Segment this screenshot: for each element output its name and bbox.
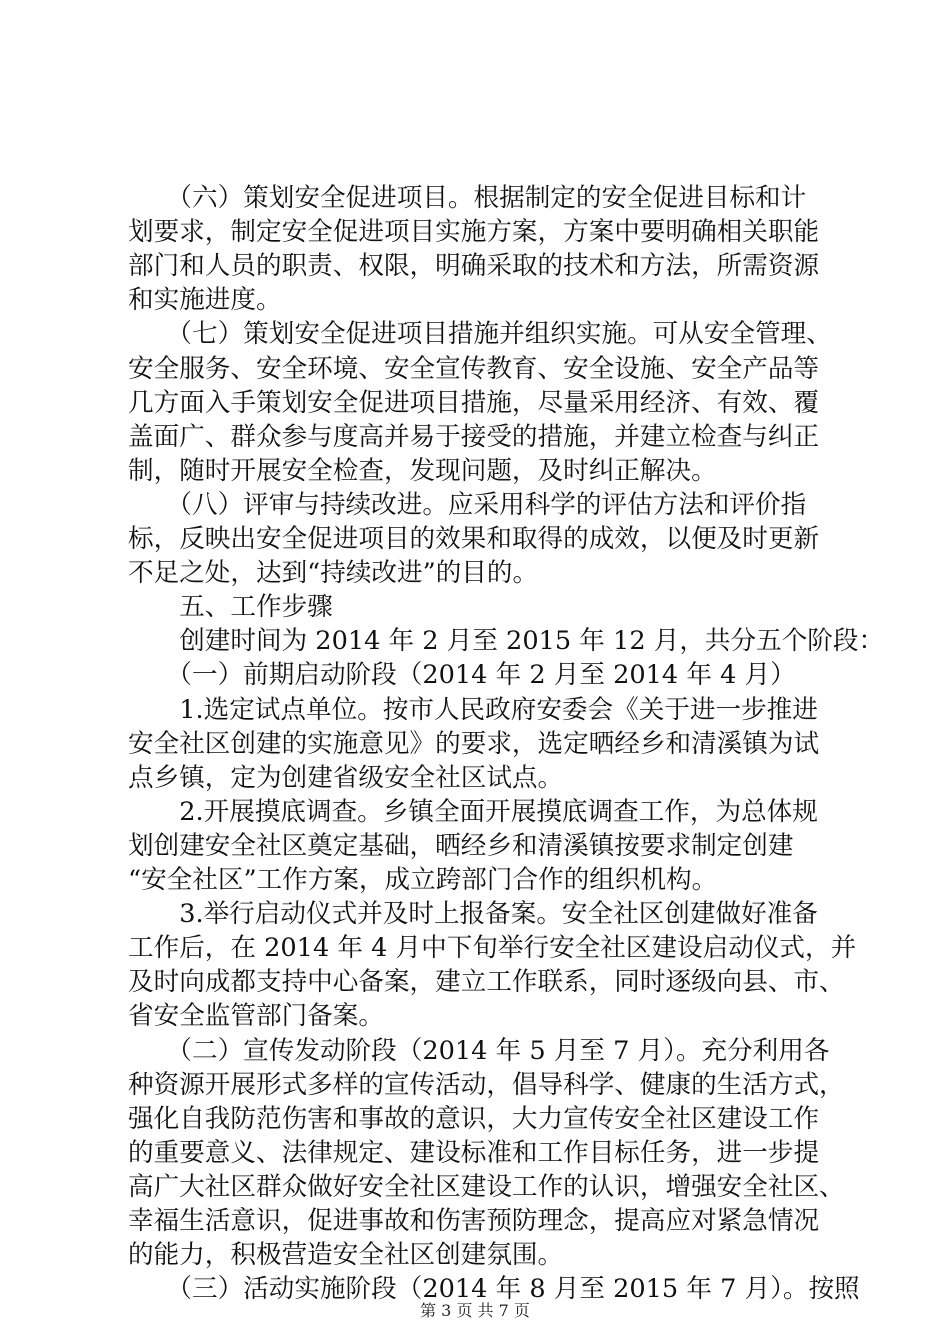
body-line: 几方面入手策划安全促进项目措施，尽量采用经济、有效、覆 bbox=[128, 387, 820, 418]
body-line: 盖面广、群众参与度高并易于接受的措施，并建立检查与纠正 bbox=[128, 421, 820, 452]
subsection-heading: （一）前期启动阶段（2014 年 2 月至 2014 年 4 月） bbox=[128, 660, 796, 691]
body-line: 和实施进度。 bbox=[128, 285, 282, 316]
page-number-footer: 第 3 页 共 7 页 bbox=[420, 1301, 530, 1320]
body-line: 工作后，在 2014 年 4 月中下旬举行安全社区建设启动仪式，并 bbox=[128, 933, 857, 964]
section-heading: 五、工作步骤 bbox=[128, 592, 333, 623]
body-line: 安全社区创建的实施意见》的要求，选定晒经乡和清溪镇为试 bbox=[128, 728, 820, 759]
body-line: 3.举行启动仪式并及时上报备案。安全社区创建做好准备 bbox=[128, 899, 818, 930]
body-line: 2.开展摸底调查。乡镇全面开展摸底调查工作，为总体规 bbox=[128, 796, 818, 827]
body-line: 种资源开展形式多样的宣传活动，倡导科学、健康的生活方式， bbox=[128, 1069, 845, 1100]
body-line: （八）评审与持续改进。应采用科学的评估方法和评价指 bbox=[128, 489, 807, 520]
body-line: 创建时间为 2014 年 2 月至 2015 年 12 月，共分五个阶段： bbox=[128, 626, 885, 657]
body-line: 幸福生活意识，促进事故和伤害预防理念，提高应对紧急情况 bbox=[128, 1206, 820, 1236]
body-line: 划要求，制定安全促进项目实施方案，方案中要明确相关职能 bbox=[128, 217, 820, 248]
body-line: 制，随时开展安全检查，发现问题，及时纠正解决。 bbox=[128, 455, 717, 486]
body-line: “安全社区”工作方案，成立跨部门合作的组织机构。 bbox=[128, 865, 718, 895]
body-line: 1.选定试点单位。按市人民政府安委会《关于进一步推进 bbox=[128, 694, 818, 725]
body-line: 安全服务、安全环境、安全宣传教育、安全设施、安全产品等 bbox=[128, 353, 820, 384]
body-line: 标，反映出安全促进项目的效果和取得的成效，以便及时更新 bbox=[128, 524, 820, 554]
body-line: 强化自我防范伤害和事故的意识，大力宣传安全社区建设工作 bbox=[128, 1103, 820, 1134]
body-line: 高广大社区群众做好安全社区建设工作的认识，增强安全社区、 bbox=[128, 1171, 845, 1202]
body-line: 点乡镇，定为创建省级安全社区试点。 bbox=[128, 762, 564, 793]
body-line: 及时向成都支持中心备案，建立工作联系，同时逐级向县、市、 bbox=[128, 967, 845, 998]
body-line: 不足之处，达到“持续改进”的目的。 bbox=[128, 558, 539, 589]
body-line: （七）策划安全促进项目措施并组织实施。可从安全管理、 bbox=[128, 319, 832, 350]
body-line: 的能力，积极营造安全社区创建氛围。 bbox=[128, 1240, 564, 1271]
body-line: 的重要意义、法律规定、建设标准和工作目标任务，进一步提 bbox=[128, 1137, 820, 1168]
body-line: 部门和人员的职责、权限，明确采取的技术和方法，所需资源 bbox=[128, 251, 820, 282]
body-line: （三）活动实施阶段（2014 年 8 月至 2015 年 7 月）。按照 bbox=[128, 1274, 860, 1305]
body-line: 划创建安全社区奠定基础，晒经乡和清溪镇按要求制定创建 bbox=[128, 830, 794, 861]
body-line: 省安全监管部门备案。 bbox=[128, 1001, 384, 1032]
body-line: （六）策划安全促进项目。根据制定的安全促进目标和计 bbox=[128, 183, 807, 213]
body-line: （二）宣传发动阶段（2014 年 5 月至 7 月）。充分利用各 bbox=[128, 1035, 830, 1066]
